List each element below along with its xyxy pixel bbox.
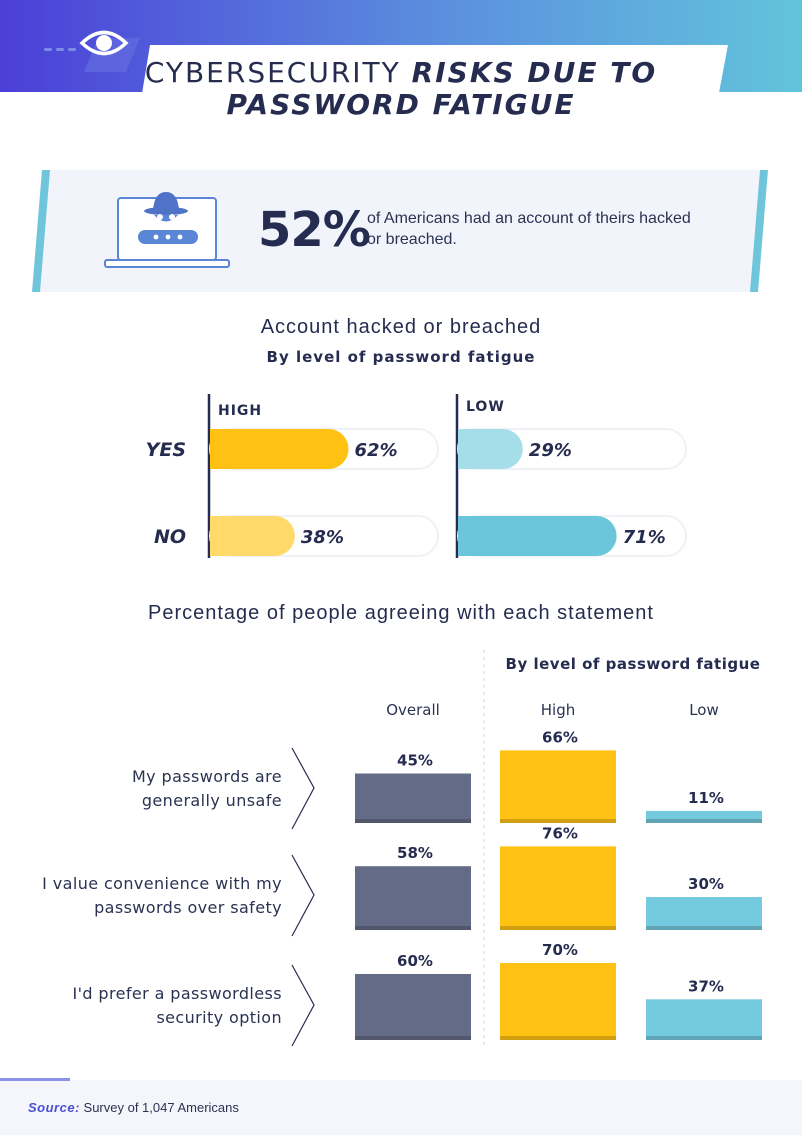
chart2-bar-shadow xyxy=(500,1036,616,1040)
chart2-column-header: Overall xyxy=(386,701,440,719)
stat-description: of Americans had an account of theirs hacked or breached. xyxy=(367,210,691,248)
source-note xyxy=(28,1100,239,1115)
chart2-bar xyxy=(355,974,471,1040)
chevron-right-icon xyxy=(292,965,314,1046)
chart1-category-label: YES xyxy=(145,439,186,461)
chart2-column-header: Low xyxy=(689,701,719,719)
chart2-bar-shadow xyxy=(646,926,762,930)
chart1-series-label: HIGH xyxy=(218,403,263,419)
source-label: Source: xyxy=(28,1100,80,1115)
chart2-bar-shadow xyxy=(646,1036,762,1040)
hacker-laptop-icon xyxy=(100,180,240,275)
chart1-data-label: 38% xyxy=(300,527,345,548)
chart1-title: Account hacked or breached xyxy=(260,316,542,338)
chart2-bar xyxy=(500,963,616,1040)
chart2-group-label: By level of password fatigue xyxy=(505,655,761,673)
footer-accent xyxy=(0,1078,70,1081)
chart2-bar xyxy=(646,897,762,930)
page-title: CYBERSECURITY RISKS DUE TO xyxy=(144,56,658,89)
chart2-category-label: generally unsafe xyxy=(141,791,282,810)
chart2-bar xyxy=(500,846,616,930)
chart2-bar xyxy=(355,866,471,930)
chart1-category-label: NO xyxy=(153,526,186,548)
chart1-bar xyxy=(458,516,617,556)
chart2-bar-shadow xyxy=(355,819,471,823)
chevron-right-icon xyxy=(292,855,314,936)
chart2-data-label: 37% xyxy=(688,977,724,996)
chart2-bar xyxy=(500,750,616,823)
chart2-data-label: 58% xyxy=(397,844,433,863)
chart2-data-label: 66% xyxy=(542,728,578,747)
chart2-bar-shadow xyxy=(500,819,616,823)
chart2-category-label: I'd prefer a passwordless xyxy=(72,984,282,1003)
chart2-title: Percentage of people agreeing with each statement xyxy=(148,602,654,624)
chart1-series-label: LOW xyxy=(466,399,505,415)
chart1-bar xyxy=(210,516,295,556)
chart2-data-label: 45% xyxy=(397,751,433,770)
chart1-data-label: 71% xyxy=(622,527,666,548)
chart2-data-label: 60% xyxy=(397,952,433,970)
chart2-bar-shadow xyxy=(355,926,471,930)
chart1-plot xyxy=(0,380,802,580)
chart1-bar xyxy=(458,429,523,469)
page-title-line2: PASSWORD FATIGUE xyxy=(226,88,576,121)
chart2-bar-shadow xyxy=(500,926,616,930)
chart2-plot xyxy=(0,640,802,1070)
stat-value: 52% xyxy=(258,202,370,258)
chart2-bar xyxy=(646,999,762,1040)
chart2-bar-shadow xyxy=(355,1036,471,1040)
chart2-column-header: High xyxy=(540,701,576,719)
chart2-category-label: passwords over safety xyxy=(94,898,282,917)
chart1-subtitle: By level of password fatigue xyxy=(266,348,536,366)
chart2-category-label: My passwords are xyxy=(131,767,282,786)
chart2-bar xyxy=(355,774,471,824)
chart2-category-label: I value convenience with my xyxy=(42,874,282,893)
chart2-data-label: 11% xyxy=(688,788,724,807)
chart2-data-label: 30% xyxy=(688,875,724,893)
chart2-data-label: 76% xyxy=(542,824,578,843)
chart1-bar xyxy=(210,429,349,469)
chevron-right-icon xyxy=(292,748,314,829)
chart2-category-label: security option xyxy=(156,1008,282,1027)
chart1-data-label: 62% xyxy=(354,440,398,461)
chart1-data-label: 29% xyxy=(528,440,572,461)
source-text: Survey of 1,047 Americans xyxy=(83,1100,239,1115)
chart2-bar-shadow xyxy=(646,819,762,823)
chart2-data-label: 70% xyxy=(542,941,578,959)
